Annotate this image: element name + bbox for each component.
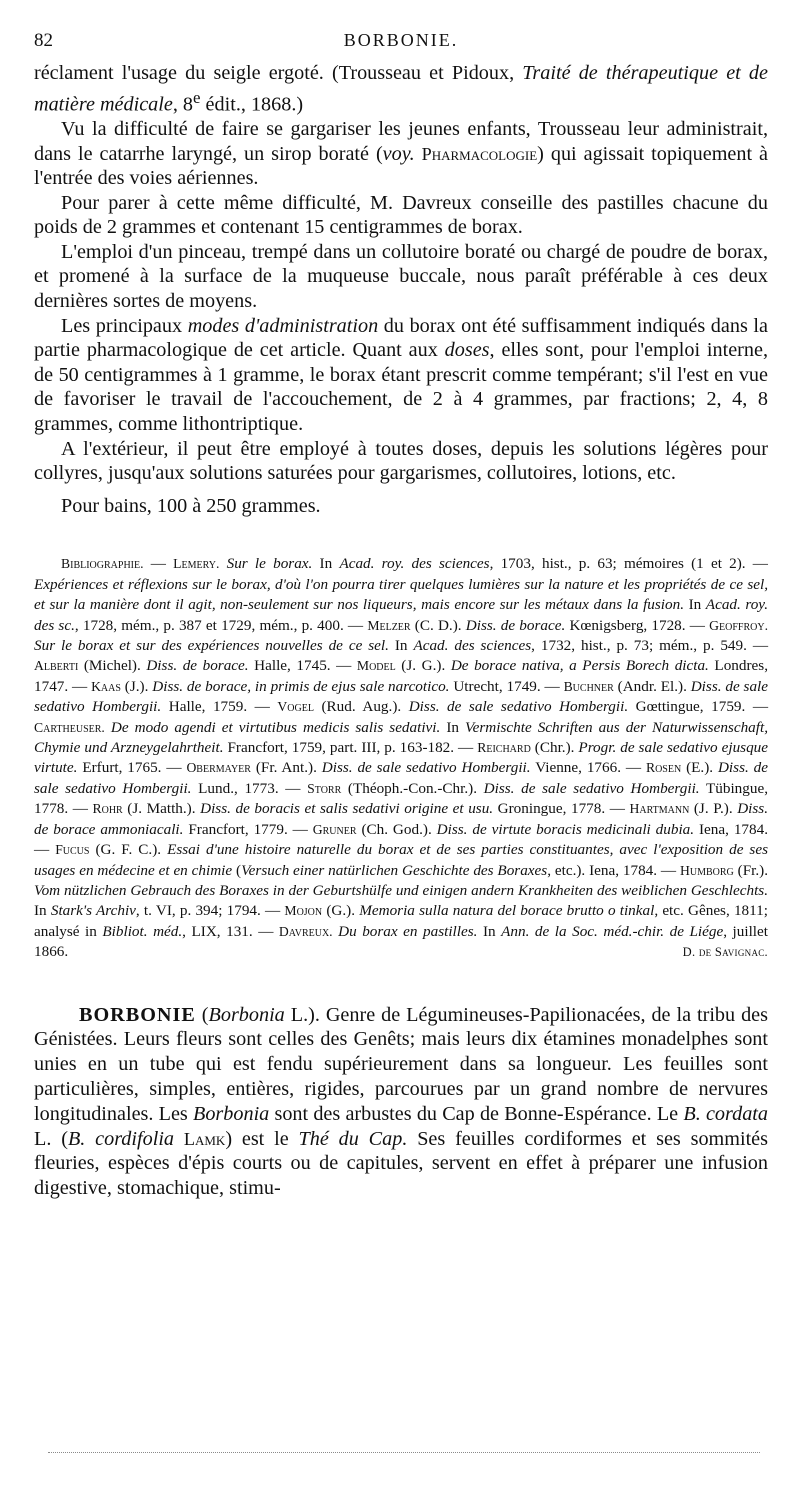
text-run: (J. G.).	[395, 657, 451, 675]
paragraph-4: L'emploi d'un pinceau, trempé dans un collutoire boraté ou chargé de poudre de borax, et promené à la surface de la muqueuse buccale, nous paraît préférable à ces deux dernières sortes de moyens.	[34, 240, 768, 313]
text-run: Londres, 1747. —	[34, 657, 768, 695]
italic-text: Vermischte Schriften aus der Naturwissenschaft, Chymie und Arzneygelahrtheit.	[34, 718, 769, 757]
text-run: Gœttingue, 1759. —	[628, 698, 769, 716]
italic-text: Acad. roy. des sc.	[34, 596, 768, 634]
text-run: (Ch. God.).	[356, 820, 437, 838]
dictionary-entry-borbonie	[34, 1003, 768, 1201]
text-run: (E.).	[681, 759, 718, 777]
article-body	[34, 61, 768, 518]
italic-text: Memoria sulla natura del borace brutto o tinkal	[359, 902, 655, 920]
text-run: In	[684, 596, 706, 614]
text-run: (G. F. C.).	[89, 841, 168, 859]
text-run: , LIX, 131. —	[182, 922, 279, 940]
italic-text: B. cordata	[683, 1102, 768, 1125]
text-run: (J.).	[120, 677, 153, 695]
text-run: (Fr. Ant.).	[250, 759, 322, 777]
text-run: , 1732, hist., p. 73; mém., p. 549. —	[531, 637, 769, 655]
author-name: Geoffroy.	[709, 617, 768, 633]
running-head: BORBONIE.	[343, 30, 459, 50]
italic-text: Sur le borax et sur des expériences nouvelles de ce sel.	[34, 637, 389, 655]
italic-text: Essai d'une histoire naturelle du borax et de ses parties constituantes, avec l'exposition de ses usages en médecine et en chimie	[34, 841, 768, 879]
italic-text: Thé du Cap.	[298, 1127, 408, 1150]
text-run: In	[34, 902, 51, 920]
italic-text: Diss. de sale sedativo Hombergii.	[34, 677, 769, 716]
paragraph-6: A l'extérieur, il peut être employé à toutes doses, depuis les solutions légères pour collyres, jusqu'aux solutions saturées pour gargarismes, collutoires, lotions, etc.	[34, 437, 768, 485]
entry-text	[34, 1003, 768, 1201]
entry-headword: BORBONIE	[79, 1003, 196, 1026]
bibliography	[34, 554, 768, 962]
italic-text: Diss. de sale sedativo Hombergii.	[34, 759, 768, 797]
italic-text: Borbonia	[208, 1003, 285, 1026]
page-number: 82	[34, 30, 53, 51]
text-run: Iena, 1784. —	[34, 820, 769, 859]
paragraph-5: Les principaux modes d'administration du borax ont été suffisamment indiqués dans la partie pharmacologique de cet article. Quant aux doses, elles sont, pour l'emploi interne, de 50 centigrammes à 1 gramme, le borax étant prescrit comme tempérant; s'il l'est en vue de favoriser le travail de l'accouchement, de 2 à 4 grammes, par fractions; 2, 4, 8 grammes, comme lithontriptique.	[34, 314, 769, 436]
author-name: Melzer	[367, 617, 411, 633]
text-run: sont des arbustes du Cap de Bonne-Espérance. Le	[269, 1102, 684, 1125]
italic-text: Du borax en pastilles.	[332, 922, 478, 940]
italic-text: Bibliot. méd.	[102, 922, 183, 940]
text-run: (Théoph.-Con.-Chr.).	[341, 779, 484, 797]
author-name: Humborg	[679, 862, 734, 878]
text-run: In	[312, 555, 340, 573]
text-run: (G.).	[322, 902, 360, 920]
text-run: (Chr.).	[530, 739, 579, 757]
italic-text: Borbonia	[193, 1102, 270, 1125]
text-run: (Michel).	[78, 657, 147, 675]
italic-text: De borace nativa, a Persis Borech dicta.	[450, 657, 709, 675]
text-run: Francfort, 1779. —	[183, 820, 313, 838]
author-name: Obermayer	[186, 760, 251, 776]
text-run: Kœnigsberg, 1728. —	[565, 616, 710, 634]
author-name: Gruner	[312, 821, 357, 837]
text-run: Erfurt, 1765. —	[77, 759, 187, 777]
author-name: Reichard	[477, 740, 531, 756]
italic-text: Diss. de borace ammoniacali.	[34, 800, 768, 838]
text-run: —	[143, 555, 174, 573]
italic-text: Acad. des sciences	[413, 637, 532, 655]
text-run: Halle, 1759. —	[161, 698, 278, 716]
text-run: Groningue, 1778. —	[493, 800, 630, 818]
italic-text: Vom nützlichen Gebrauch des Boraxes in der Geburtshülfe und einigen andern Krankheiten des weiblichen Geschlechts.	[34, 881, 768, 899]
author-name: Lamk	[183, 1128, 226, 1149]
italic-text: Diss. de sale sedativo Hombergii.	[408, 698, 629, 716]
italic-text: Diss. de boracis et salis sedativi origine et usu.	[200, 800, 494, 818]
text-run: (J. P.).	[689, 800, 738, 818]
text-run: , 1703, hist., p. 63; mémoires (1 et 2). —	[489, 555, 768, 573]
author-name: Alberti	[34, 658, 79, 674]
italic-text: Diss. de borace, in primis de ejus sale narcotico.	[152, 677, 450, 695]
italic-text: Stark's Archiv	[50, 902, 136, 920]
text-run: (Rud. Aug.).	[313, 698, 409, 716]
text-run: Halle, 1745. —	[248, 657, 357, 675]
italic-text: De modo agendi et virtutibus medicis salis sedativi.	[104, 718, 441, 736]
text-run: In	[477, 922, 502, 940]
text-run: L. (	[34, 1127, 68, 1150]
text-run: , etc. Gênes, 1811; analysé in	[34, 902, 768, 940]
italic-text: Diss. de borace.	[146, 657, 249, 675]
author-name: Fucus	[55, 842, 90, 858]
author-name: Storr	[307, 780, 342, 796]
text-run: , t. VI, p. 394; 1794. —	[135, 902, 285, 920]
paragraph-1: réclament l'usage du seigle ergoté. (Trousseau et Pidoux, Traité de thérapeutique et de matière médicale, 8e édit., 1868.)	[34, 62, 768, 116]
author-signature: D. de Savignac.	[682, 945, 768, 960]
italic-text: Versuch einer natürlichen Geschichte des Boraxes	[241, 861, 548, 879]
text-run: L.). Genre de Légumineuses-Papilionacées, de la tribu des Génistées. Leurs fleurs sont celles des Genêts; mais leurs dix étamines monadelphes sont unies en un tube qui est fendu supérieurement dans sa longueur. Les feuilles sont particulières, simples, entières, rigides, parcourues par un grand nombre de nervures longitudinales. Les	[34, 1003, 768, 1125]
author-name: Kaas	[91, 678, 121, 694]
italic-text: Sur le borax.	[219, 555, 313, 573]
text-run: Utrecht, 1749. —	[449, 677, 564, 695]
author-name: Mojon	[284, 903, 323, 919]
text-run: (	[195, 1003, 209, 1026]
text-run: , etc.). Iena, 1784. —	[547, 861, 680, 879]
italic-text: Ann. de la Soc. méd.-chir. de Liége	[501, 922, 724, 940]
italic-text: Diss. de sale sedativo Hombergii.	[321, 759, 531, 777]
author-name: Bibliographie.	[61, 556, 144, 572]
book-page	[34, 30, 768, 1201]
paragraph-3: Pour parer à cette même difficulté, M. Davreux conseille des pastilles chacune du poids de 2 grammes et contenant 15 centigrammes de borax.	[34, 191, 768, 239]
paragraph-2: Vu la difficulté de faire se gargariser les jeunes enfants, Trousseau leur administrait, dans le catarrhe laryngé, un sirop boraté (voy. Pharmacologie) qui agissait topiquement à l'entrée des voies aériennes.	[34, 117, 769, 190]
text-run: , 1728, mém., p. 387 et 1729, mém., p. 400. —	[74, 616, 368, 634]
author-name: Buchner	[563, 678, 614, 694]
italic-text: Diss. de borace.	[465, 616, 566, 634]
italic-text: Expériences et réflexions sur le borax, d'où l'on pourra tirer quelques lumières sur la nature et les propriétés de ce sel, et sur la manière dont il agit, non-seulement sur nos liqueurs, mais encore sur les métaux dans la fusion.	[34, 575, 768, 614]
italic-text: B. cordifolia	[67, 1127, 175, 1150]
text-run: Ses feuilles cordiformes et ses sommités fleuries, espèces d'épis courts ou de capitules, servent en effet à préparer une infusion digestive, stomachique, stimu-	[34, 1127, 769, 1200]
text-run: (Andr. El.).	[613, 677, 691, 695]
text-run: Vienne, 1766. —	[530, 759, 646, 777]
page-bottom-rule	[48, 1452, 760, 1453]
italic-text: Acad. roy. des sciences	[339, 555, 490, 573]
text-run: Lund., 1773. —	[191, 779, 308, 797]
author-name: Cartheuser.	[34, 719, 105, 735]
text-run: (	[232, 861, 242, 879]
text-run: , juillet 1866.	[34, 922, 768, 961]
italic-text: Diss. de virtute boracis medicinali dubia.	[436, 820, 695, 838]
author-name: Rosen	[645, 760, 682, 776]
text-run: ) est le	[225, 1127, 299, 1150]
text-run: (J. Matth.).	[122, 800, 201, 818]
author-name: Lemery.	[173, 556, 220, 572]
text-run: Tübingue, 1778. —	[34, 779, 769, 818]
bibliography-text	[34, 554, 768, 962]
text-run: (C. D.).	[410, 616, 466, 634]
italic-text: Diss. de sale sedativo Hombergii.	[483, 779, 700, 797]
text-run: In	[440, 718, 466, 736]
page-header	[34, 30, 768, 58]
text-run: In	[388, 637, 414, 655]
author-name: Model	[356, 658, 396, 674]
text-run	[174, 1128, 184, 1150]
author-name: Hartmann	[629, 801, 690, 817]
italic-text: Progr. de sale sedativo ejusque virtute.	[34, 739, 769, 777]
text-run: Francfort, 1759, part. III, p. 163-182. —	[223, 739, 478, 757]
author-name: Rohr	[92, 801, 123, 817]
text-run: (Fr.).	[733, 861, 769, 879]
author-name: Vogel	[277, 699, 314, 715]
author-name: Davreux.	[278, 923, 333, 939]
paragraph-7: Pour bains, 100 à 250 grammes.	[61, 494, 321, 517]
